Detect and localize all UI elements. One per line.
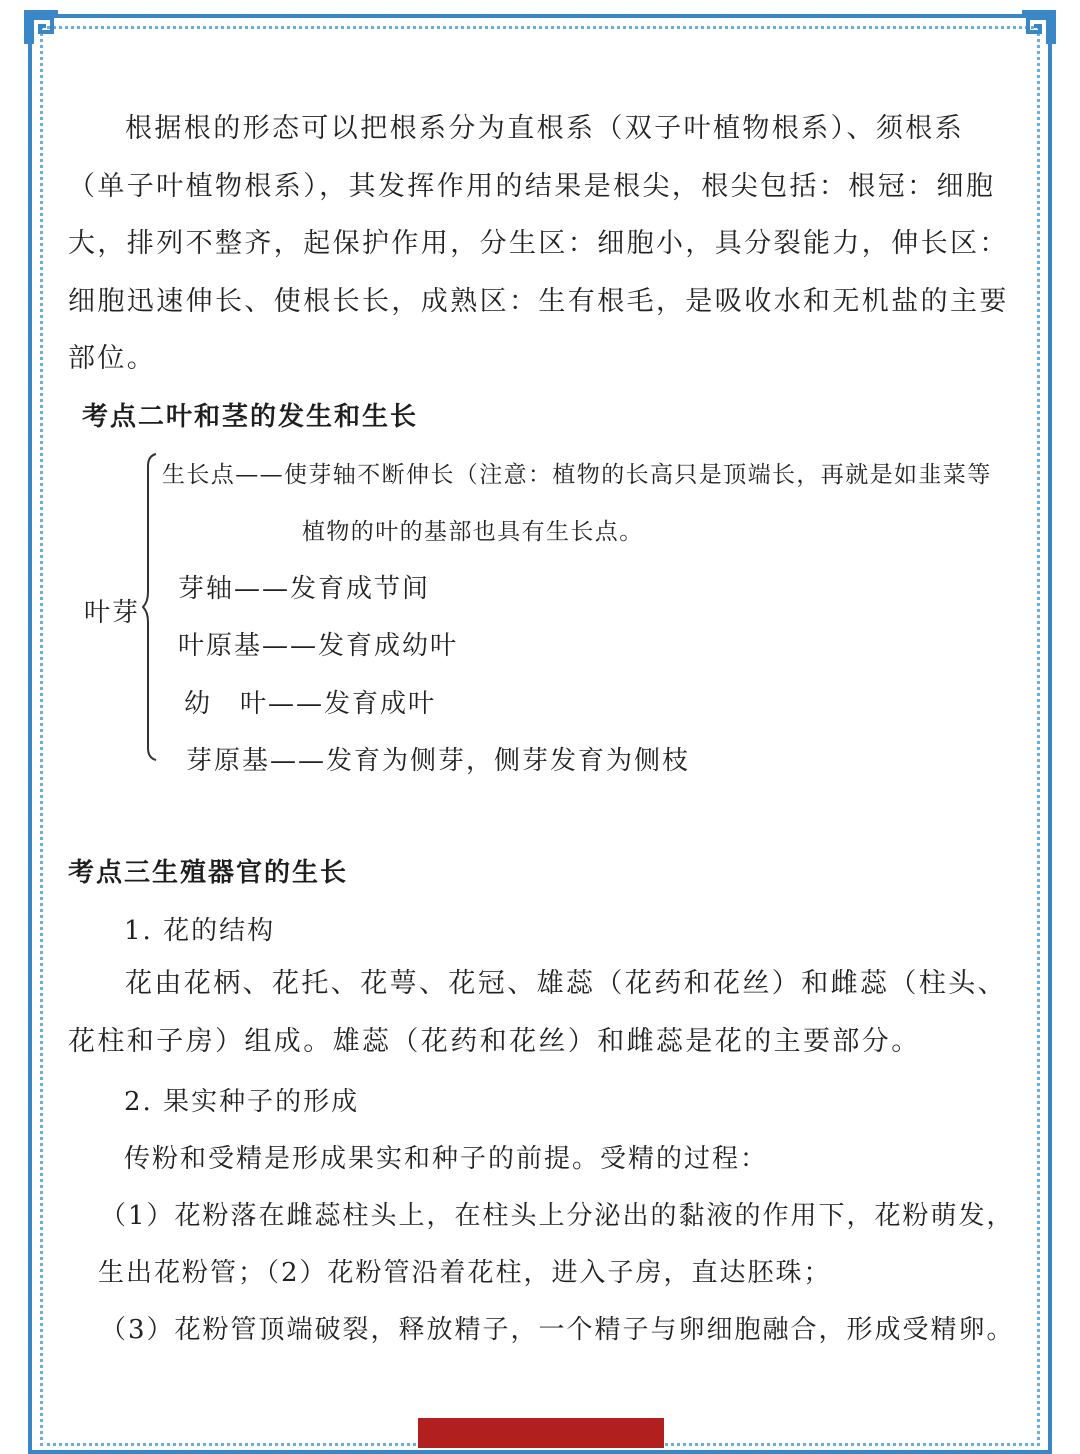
next-section-tag bbox=[418, 1418, 664, 1448]
bracket-brace-icon bbox=[142, 452, 158, 762]
fertilization-step-1: （1）花粉落在雌蕊柱头上，在柱头上分泌出的黏液的作用下，花粉萌发， bbox=[100, 1201, 1015, 1231]
fertilization-step-3: （3）花粉管顶端破裂，释放精子，一个精子与卵细胞融合，形成受精卵。 bbox=[100, 1315, 1015, 1345]
sub2-title: 2. 果实种子的形成 bbox=[124, 1087, 360, 1117]
bud-item-leaf-primordium: 叶原基——发育成幼叶 bbox=[178, 631, 459, 661]
section2-heading: 考点二叶和茎的发生和生长 bbox=[82, 402, 419, 432]
bud-item-bud-primordium: 芽原基——发育为侧芽，侧芽发育为侧枝 bbox=[186, 746, 691, 776]
intro-paragraph: 根据根的形态可以把根系分为直根系（双子叶植物根系）、须根系（单子叶植物根系），其发挥作用的结果是根尖，根尖包括：根冠：细胞大，排列不整齐，起保护作用，分生区：细胞小，具分裂能力，伸长区：细胞迅速伸长、使根长长，成熟区：生有根毛，是吸收水和无机盐的主要部位。 bbox=[68, 113, 1009, 374]
fertilization-step-1-cont: 生出花粉管；（2）花粉管沿着花柱，进入子房，直达胚珠； bbox=[98, 1258, 832, 1288]
flower-structure-paragraph: 花由花柄、花托、花萼、花冠、雄蕊（花药和花丝）和雌蕊（柱头、花柱和子房）组成。雄蕊（花药和花丝）和雌蕊是花的主要部分。 bbox=[68, 968, 1007, 1057]
bud-item-growth-point-cont: 植物的叶的基部也具有生长点。 bbox=[302, 519, 644, 545]
section3-heading: 考点三生殖器官的生长 bbox=[68, 858, 349, 888]
bud-item-young-leaf: 幼 叶——发育成叶 bbox=[184, 689, 437, 719]
bud-item-growth-point: 生长点——使芽轴不断伸长（注意：植物的长高只是顶端长，再就是如韭菜等 bbox=[162, 462, 992, 488]
corner-ornament-icon bbox=[1018, 8, 1058, 48]
sub1-title: 1. 花的结构 bbox=[124, 916, 276, 946]
corner-ornament-icon bbox=[22, 8, 62, 48]
bud-label: 叶芽 bbox=[84, 598, 141, 628]
bud-item-bud-axis: 芽轴——发育成节间 bbox=[178, 574, 431, 604]
fertilization-intro: 传粉和受精是形成果实和种子的前提。受精的过程： bbox=[124, 1144, 769, 1174]
